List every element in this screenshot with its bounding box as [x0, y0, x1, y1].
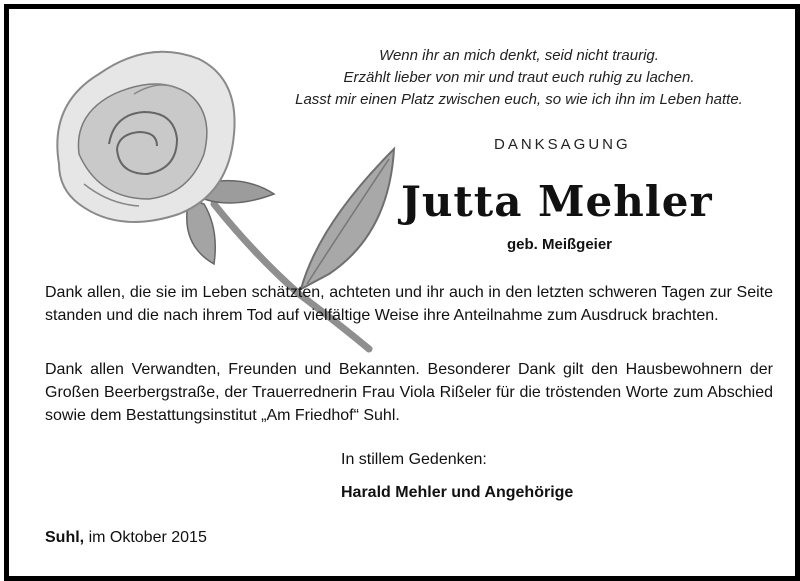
thanks-paragraph: Dank allen Verwandten, Freunden und Bekannten. Besonderer Dank gilt den Hausbewohnern der Großen Beerbergstraße, der Trauerrednerin Frau Viola Rißeler für die tröstenden Worte zum Abschied sowie dem Bestattungsinstitut „Am Friedhof“ Suhl.: [45, 361, 773, 424]
place: Suhl,: [45, 529, 85, 546]
notice-heading: DANKSAGUNG: [494, 136, 631, 153]
signers: Harald Mehler und Angehörige: [341, 484, 574, 501]
poem-line: Erzählt lieber von mir und traut euch ruhig zu lachen.: [343, 69, 695, 86]
obituary-notice: [4, 4, 800, 581]
maiden-name: geb. Meißgeier: [507, 236, 613, 253]
closing-line: In stillem Gedenken:: [341, 451, 487, 468]
poem-line: Wenn ihr an mich denkt, seid nicht traurig.: [379, 47, 659, 64]
poem: [229, 45, 800, 111]
deceased-name: Jutta Mehler: [401, 177, 713, 226]
date: im Oktober 2015: [88, 529, 207, 546]
place-date: [45, 529, 207, 547]
poem-line: Lasst mir einen Platz zwischen euch, so wie ich ihn im Leben hatte.: [295, 91, 743, 108]
thanks-paragraph: Dank allen, die sie im Leben schätzten, achteten und ihr auch in den letzten schweren Tagen zur Seite standen und die nach ihrem Tod auf vielfältige Weise ihre Anteilnahme zum Ausdruck brachten.: [45, 284, 773, 324]
